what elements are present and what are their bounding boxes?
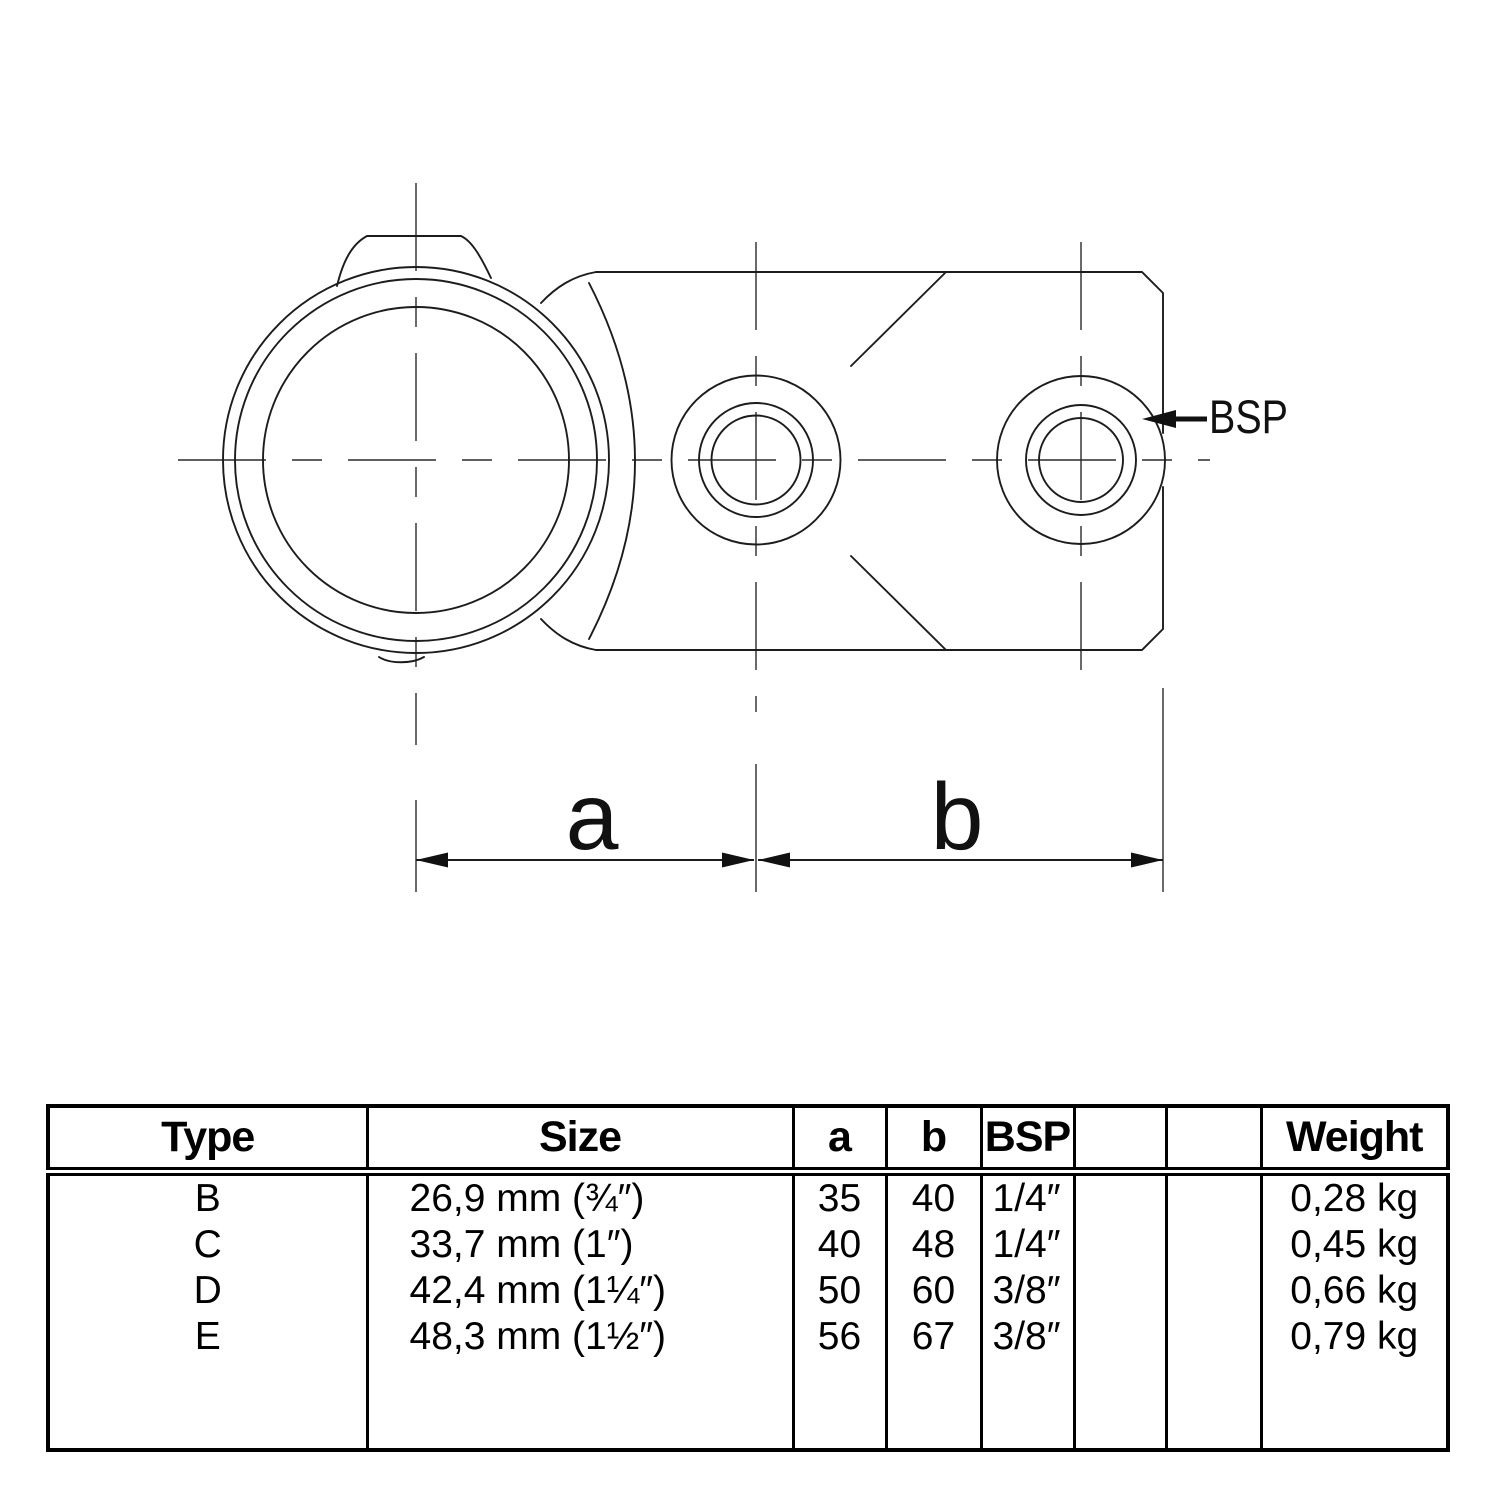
cell-empty: [1166, 1172, 1261, 1223]
col-header-a: a: [793, 1106, 886, 1172]
cell-a: 50: [793, 1268, 886, 1314]
dim-b-arrowhead-right-icon: [1131, 853, 1163, 868]
table-row: [48, 1172, 1448, 1223]
cell-size: 48,3 mm (1½″): [367, 1314, 793, 1360]
cell-empty: [1166, 1222, 1261, 1268]
cell-weight: 0,45 kg: [1261, 1222, 1448, 1268]
dim-b-arrowhead-left-icon: [758, 853, 790, 868]
cell-weight: 0,79 kg: [1261, 1314, 1448, 1360]
cell-type: C: [193, 1223, 222, 1266]
cell-weight: 0,66 kg: [1261, 1268, 1448, 1314]
body-transition-arc: [589, 283, 635, 639]
bsp-label: BSP: [1209, 390, 1288, 443]
cell-type: D: [193, 1269, 222, 1312]
body-fillet-bottom: [541, 619, 596, 650]
cell-empty: [1074, 1222, 1166, 1268]
col-header-b: b: [886, 1106, 981, 1172]
col-header-empty2: [1166, 1106, 1261, 1172]
table-row: [48, 1268, 1448, 1314]
col-header-size: Size: [367, 1106, 793, 1172]
body-chamfer-edge-bottom: [851, 556, 946, 650]
cell-type: E: [194, 1315, 221, 1358]
centerlines: [178, 183, 1210, 745]
cell-b: 48: [886, 1222, 981, 1268]
cell-empty: [1074, 1314, 1166, 1360]
col-header-type: Type: [48, 1106, 367, 1172]
cell-bsp: 1/4″: [981, 1172, 1074, 1223]
col-header-empty1: [1074, 1106, 1166, 1172]
cell-empty: [1166, 1268, 1261, 1314]
cell-size: 33,7 mm (1″): [367, 1222, 793, 1268]
spec-table: [46, 1104, 1450, 1452]
cell-a: 40: [793, 1222, 886, 1268]
col-header-weight: Weight: [1261, 1106, 1448, 1172]
dim-a-arrowhead-left-icon: [416, 853, 448, 868]
cell-weight: 0,28 kg: [1261, 1172, 1448, 1223]
dim-a-arrowhead-right-icon: [722, 853, 754, 868]
bottom-parting-bump: [379, 657, 424, 662]
bsp-leader-arrow: [1142, 410, 1207, 428]
cell-a: 56: [793, 1314, 886, 1360]
cell-empty: [1166, 1314, 1261, 1360]
col-header-bsp: BSP: [981, 1106, 1074, 1172]
dimension-b: [758, 764, 1163, 870]
body-outline: [596, 272, 1163, 650]
cell-bsp: 1/4″: [981, 1222, 1074, 1268]
cell-size: 26,9 mm (¾″): [367, 1172, 793, 1223]
cell-b: 67: [886, 1314, 981, 1360]
cell-b: 40: [886, 1172, 981, 1223]
bsp-arrowhead-icon: [1142, 410, 1176, 428]
cell-bsp: 3/8″: [981, 1314, 1074, 1360]
dim-b-label: b: [930, 764, 984, 870]
body-chamfer-edge-top: [851, 272, 946, 366]
cell-a: 35: [793, 1172, 886, 1223]
cell-b: 60: [886, 1268, 981, 1314]
cell-size: 42,4 mm (1¼″): [367, 1268, 793, 1314]
table-row: [48, 1314, 1448, 1360]
table-filler-row: [48, 1360, 1448, 1450]
body-fillet-top: [541, 272, 596, 303]
dimension-a: [416, 764, 754, 870]
clamp-body: [541, 272, 1163, 650]
cell-empty: [1074, 1268, 1166, 1314]
cell-empty: [1074, 1172, 1166, 1223]
cell-type: B: [194, 1177, 221, 1220]
spec-table-container: [46, 1104, 1450, 1452]
dim-a-label: a: [565, 764, 619, 870]
header-row: [48, 1106, 1448, 1172]
table-row: [48, 1222, 1448, 1268]
cell-bsp: 3/8″: [981, 1268, 1074, 1314]
